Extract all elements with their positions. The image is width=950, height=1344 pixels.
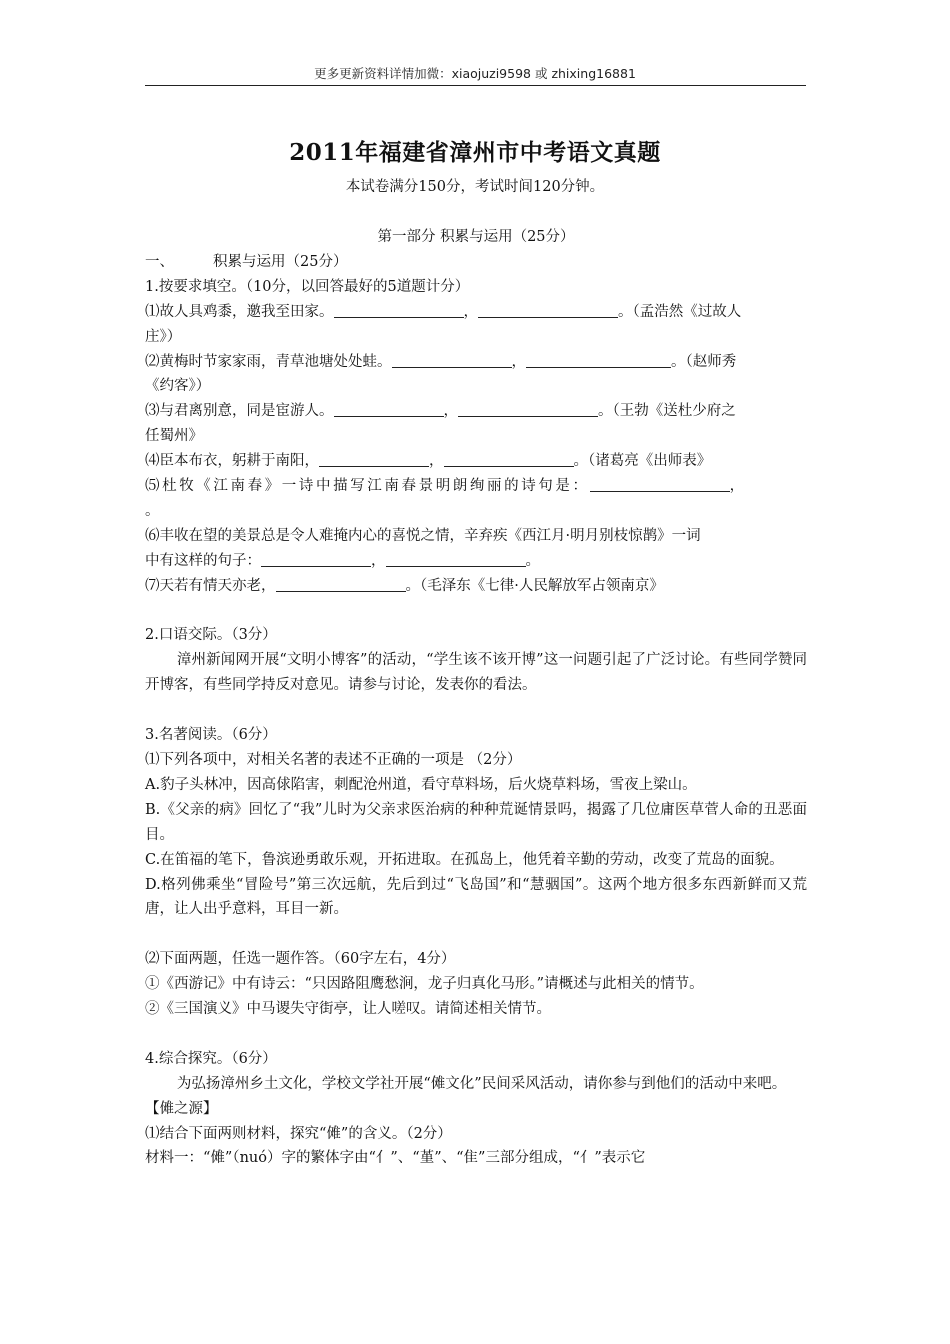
q1-item-2: ⑵黄梅时节家家雨，青草池塘处处蛙。 ， 。（赵师秀 《约客》） — [145, 350, 807, 400]
exam-content — [145, 225, 807, 1171]
q2-heading: 2.口语交际。（3分） — [145, 627, 277, 644]
q4-intro: 为弘扬漳州乡土文化，学校文学社开展“傩文化”民间采风活动，请你参与到他们的活动中来吧。 — [176, 1075, 787, 1092]
q4-sub1: ⑴结合下面两则材料，探究“傩”的含义。（2分） — [145, 1125, 452, 1142]
q3-choice-2: ②《三国演义》中马谡失守街亭，让人嗟叹。请简述相关情节。 — [145, 1001, 551, 1018]
answer-blank[interactable] — [319, 450, 429, 467]
header-rule — [145, 85, 806, 86]
q3-heading: 3.名著阅读。（6分） — [145, 727, 277, 744]
q2-body: 漳州新闻网开展“文明小博客”的活动，“学生该不该开博”这一问题引起了广泛讨论。有些同学赞同开博客，有些同学持反对意见。请参与讨论，发表你的看法。 — [145, 652, 807, 694]
q4-heading: 4.综合探究。（6分） — [145, 1050, 277, 1067]
q1-item-6: ⑹丰收在望的美景总是令人难掩内心的喜悦之情，辛弃疾《西江月·明月别枝惊鹊》一词 中有这样的句子： ， 。 — [145, 527, 701, 569]
exam-subtitle: 本试卷满分150分，考试时间120分钟。 — [345, 179, 605, 195]
q3-option-a: A.豹子头林冲，因高俅陷害，刺配沧州道，看守草料场，后火烧草料场，雪夜上梁山。 — [145, 776, 697, 793]
section1-number: 一、 — [145, 253, 174, 270]
answer-blank[interactable] — [386, 550, 526, 567]
q3-sub2: ⑵下面两题，任选一题作答。（60字左右，4分） — [145, 951, 456, 968]
page-header-note: 更多更新资料详情加微：xiaojuzi9598 或 zhixing16881 — [314, 66, 636, 81]
answer-blank[interactable] — [261, 550, 371, 567]
page-title: 2011年福建省漳州市中考语文真题 — [289, 139, 661, 166]
part1-heading: 第一部分 积累与运用（25分） — [377, 229, 575, 245]
q1-heading: 1.按要求填空。（10分，以回答最好的5道题计分） — [145, 278, 470, 295]
section1-heading — [145, 250, 807, 275]
q1-item-5: ⑸杜牧《江南春》一诗中描写江南春景明朗绚丽的诗句是： ， 。 — [145, 474, 807, 524]
q4-bracket-heading: 【傩之源】 — [145, 1100, 218, 1117]
q1-item-3: ⑶与君离别意，同是宦游人。 ， 。（王勃《送杜少府之 任蜀州》 — [145, 399, 807, 449]
answer-blank[interactable] — [526, 351, 671, 368]
q3-sub1: ⑴下列各项中，对相关名著的表述不正确的一项是 （2分） — [145, 752, 522, 768]
answer-blank[interactable] — [444, 450, 574, 467]
answer-blank[interactable] — [458, 400, 598, 417]
answer-blank[interactable] — [590, 475, 730, 492]
q3-option-d: D.格列佛乘坐“冒险号”第三次远航，先后到过“飞岛国”和“慧骃国”。这两个地方很多东西新鲜而又荒唐，让人出乎意料，耳目一新。 — [145, 876, 807, 918]
q4-material-1: 材料一：“傩”（nuó）字的繁体字由“亻”、“堇”、“隹”三部分组成，“亻”表示它 — [145, 1150, 646, 1167]
answer-blank[interactable] — [392, 351, 512, 368]
q3-choice-1: ①《西游记》中有诗云：“只因路阻鹰愁涧，龙子归真化马形。”请概述与此相关的情节。 — [145, 976, 704, 993]
answer-blank[interactable] — [478, 301, 618, 318]
q3-option-c: C.在笛福的笔下，鲁滨逊勇敢乐观，开拓进取。在孤岛上，他凭着辛勤的劳动，改变了荒岛的面貌。 — [145, 851, 784, 868]
section1-label: 积累与运用（25分） — [213, 253, 348, 270]
q1-item-4: ⑷臣本布衣，躬耕于南阳， ， 。（诸葛亮《出师表》 — [145, 449, 807, 474]
q1-item-1: ⑴故人具鸡黍，邀我至田家。 ， 。（孟浩然《过故人 庄》） — [145, 300, 807, 350]
answer-blank[interactable] — [334, 400, 444, 417]
q3-option-b: B.《父亲的病》回忆了“我”儿时为父亲求医治病的种种荒诞情景吗，揭露了几位庸医草菅人命的丑恶面目。 — [145, 801, 807, 843]
answer-blank[interactable] — [334, 301, 464, 318]
answer-blank[interactable] — [276, 575, 406, 592]
q1-item-7: ⑺天若有情天亦老， 。（毛泽东《七律·人民解放军占领南京》 — [145, 574, 807, 599]
